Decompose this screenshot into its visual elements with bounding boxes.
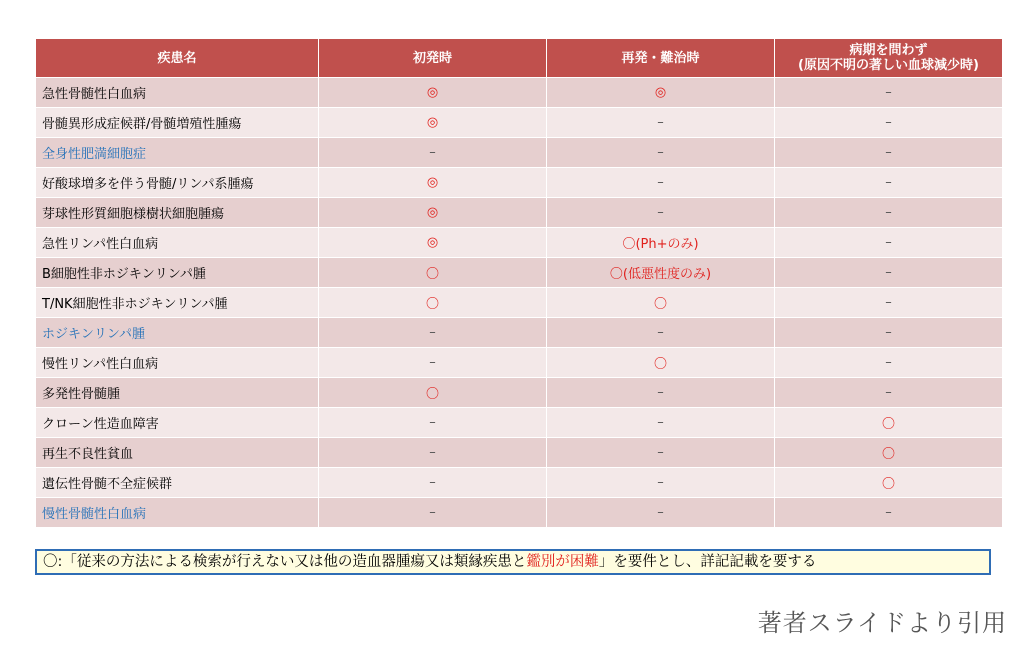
disease-name-cell: 全身性肥満細胞症 — [36, 138, 319, 168]
disease-name-cell: B細胞性非ホジキンリンパ腫 — [36, 258, 319, 288]
relapse-status-cell: – — [547, 108, 775, 138]
disease-name-cell: 骨髄異形成症候群/骨髄増殖性腫瘍 — [36, 108, 319, 138]
table-row — [36, 138, 1003, 168]
table-row — [36, 198, 1003, 228]
header-any-stage-line2: (原因不明の著しい血球減少時) — [798, 58, 979, 73]
any-status-cell: – — [775, 258, 1003, 288]
footnote-text-end: 」を要件とし、詳記記載を要する — [598, 554, 817, 570]
initial-status-cell: – — [319, 318, 547, 348]
relapse-status-cell: – — [547, 498, 775, 528]
table-row — [36, 108, 1003, 138]
table-row — [36, 228, 1003, 258]
any-status-cell: – — [775, 78, 1003, 108]
header-any-stage-line1: 病期を問わず — [849, 43, 928, 58]
initial-status-cell: – — [319, 348, 547, 378]
table-row — [36, 168, 1003, 198]
any-status-cell: – — [775, 348, 1003, 378]
relapse-status-cell: 〇 — [547, 348, 775, 378]
relapse-status-cell: – — [547, 378, 775, 408]
table-row — [36, 438, 1003, 468]
initial-status-cell: – — [319, 498, 547, 528]
table-row — [36, 78, 1003, 108]
header-any-stage — [775, 39, 1003, 78]
any-status-cell: 〇 — [775, 468, 1003, 498]
table-row — [36, 408, 1003, 438]
initial-status-cell: ◎ — [319, 108, 547, 138]
any-status-cell: – — [775, 138, 1003, 168]
any-status-cell: – — [775, 168, 1003, 198]
table-row — [36, 498, 1003, 528]
disease-name-cell: クローン性造血障害 — [36, 408, 319, 438]
any-status-cell: – — [775, 378, 1003, 408]
initial-status-cell: – — [319, 138, 547, 168]
header-relapse: 再発・難治時 — [547, 39, 775, 78]
table-row — [36, 468, 1003, 498]
initial-status-cell: ◎ — [319, 198, 547, 228]
any-status-cell: – — [775, 198, 1003, 228]
any-status-cell: – — [775, 108, 1003, 138]
header-initial: 初発時 — [319, 39, 547, 78]
disease-name-cell: 慢性骨髄性白血病 — [36, 498, 319, 528]
initial-status-cell: ◎ — [319, 78, 547, 108]
any-status-cell: – — [775, 498, 1003, 528]
disease-name-cell: 芽球性形質細胞様樹状細胞腫瘍 — [36, 198, 319, 228]
relapse-status-cell: – — [547, 468, 775, 498]
disease-name-cell: 再生不良性貧血 — [36, 438, 319, 468]
relapse-status-cell: 〇(Ph+のみ) — [547, 228, 775, 258]
initial-status-cell: – — [319, 438, 547, 468]
relapse-status-cell: – — [547, 198, 775, 228]
disease-name-cell: ホジキンリンパ腫 — [36, 318, 319, 348]
table-row — [36, 348, 1003, 378]
relapse-status-cell: 〇 — [547, 288, 775, 318]
table-row — [36, 288, 1003, 318]
any-status-cell: – — [775, 318, 1003, 348]
relapse-status-cell: – — [547, 168, 775, 198]
footnote-highlight: 鑑別が困難 — [526, 554, 599, 570]
initial-status-cell: ◎ — [319, 228, 547, 258]
any-status-cell: – — [775, 228, 1003, 258]
table-header-row — [36, 39, 1003, 78]
relapse-status-cell: – — [547, 318, 775, 348]
footnote-box — [35, 549, 991, 575]
disease-name-cell: T/NK細胞性非ホジキンリンパ腫 — [36, 288, 319, 318]
any-status-cell: 〇 — [775, 438, 1003, 468]
header-disease: 疾患名 — [36, 39, 319, 78]
relapse-status-cell: 〇(低悪性度のみ) — [547, 258, 775, 288]
disease-name-cell: 慢性リンパ性白血病 — [36, 348, 319, 378]
table-row — [36, 258, 1003, 288]
footnote-text: 〇:「従来の方法による検索が行えない又は他の造血器腫瘍又は類縁疾患と — [43, 554, 527, 570]
any-status-cell: – — [775, 288, 1003, 318]
relapse-status-cell: – — [547, 138, 775, 168]
disease-name-cell: 多発性骨髄腫 — [36, 378, 319, 408]
table-row — [36, 378, 1003, 408]
initial-status-cell: – — [319, 468, 547, 498]
initial-status-cell: – — [319, 408, 547, 438]
initial-status-cell: ◎ — [319, 168, 547, 198]
any-status-cell: 〇 — [775, 408, 1003, 438]
disease-name-cell: 遺伝性骨髄不全症候群 — [36, 468, 319, 498]
source-caption: 著者スライドより引用 — [757, 609, 1007, 637]
disease-name-cell: 急性骨髄性白血病 — [36, 78, 319, 108]
table-body — [36, 78, 1003, 528]
disease-name-cell: 好酸球増多を伴う骨髄/リンパ系腫瘍 — [36, 168, 319, 198]
initial-status-cell: 〇 — [319, 258, 547, 288]
table-row — [36, 318, 1003, 348]
relapse-status-cell: – — [547, 438, 775, 468]
initial-status-cell: 〇 — [319, 378, 547, 408]
disease-table — [35, 38, 1003, 528]
relapse-status-cell: – — [547, 408, 775, 438]
relapse-status-cell: ◎ — [547, 78, 775, 108]
initial-status-cell: 〇 — [319, 288, 547, 318]
disease-name-cell: 急性リンパ性白血病 — [36, 228, 319, 258]
